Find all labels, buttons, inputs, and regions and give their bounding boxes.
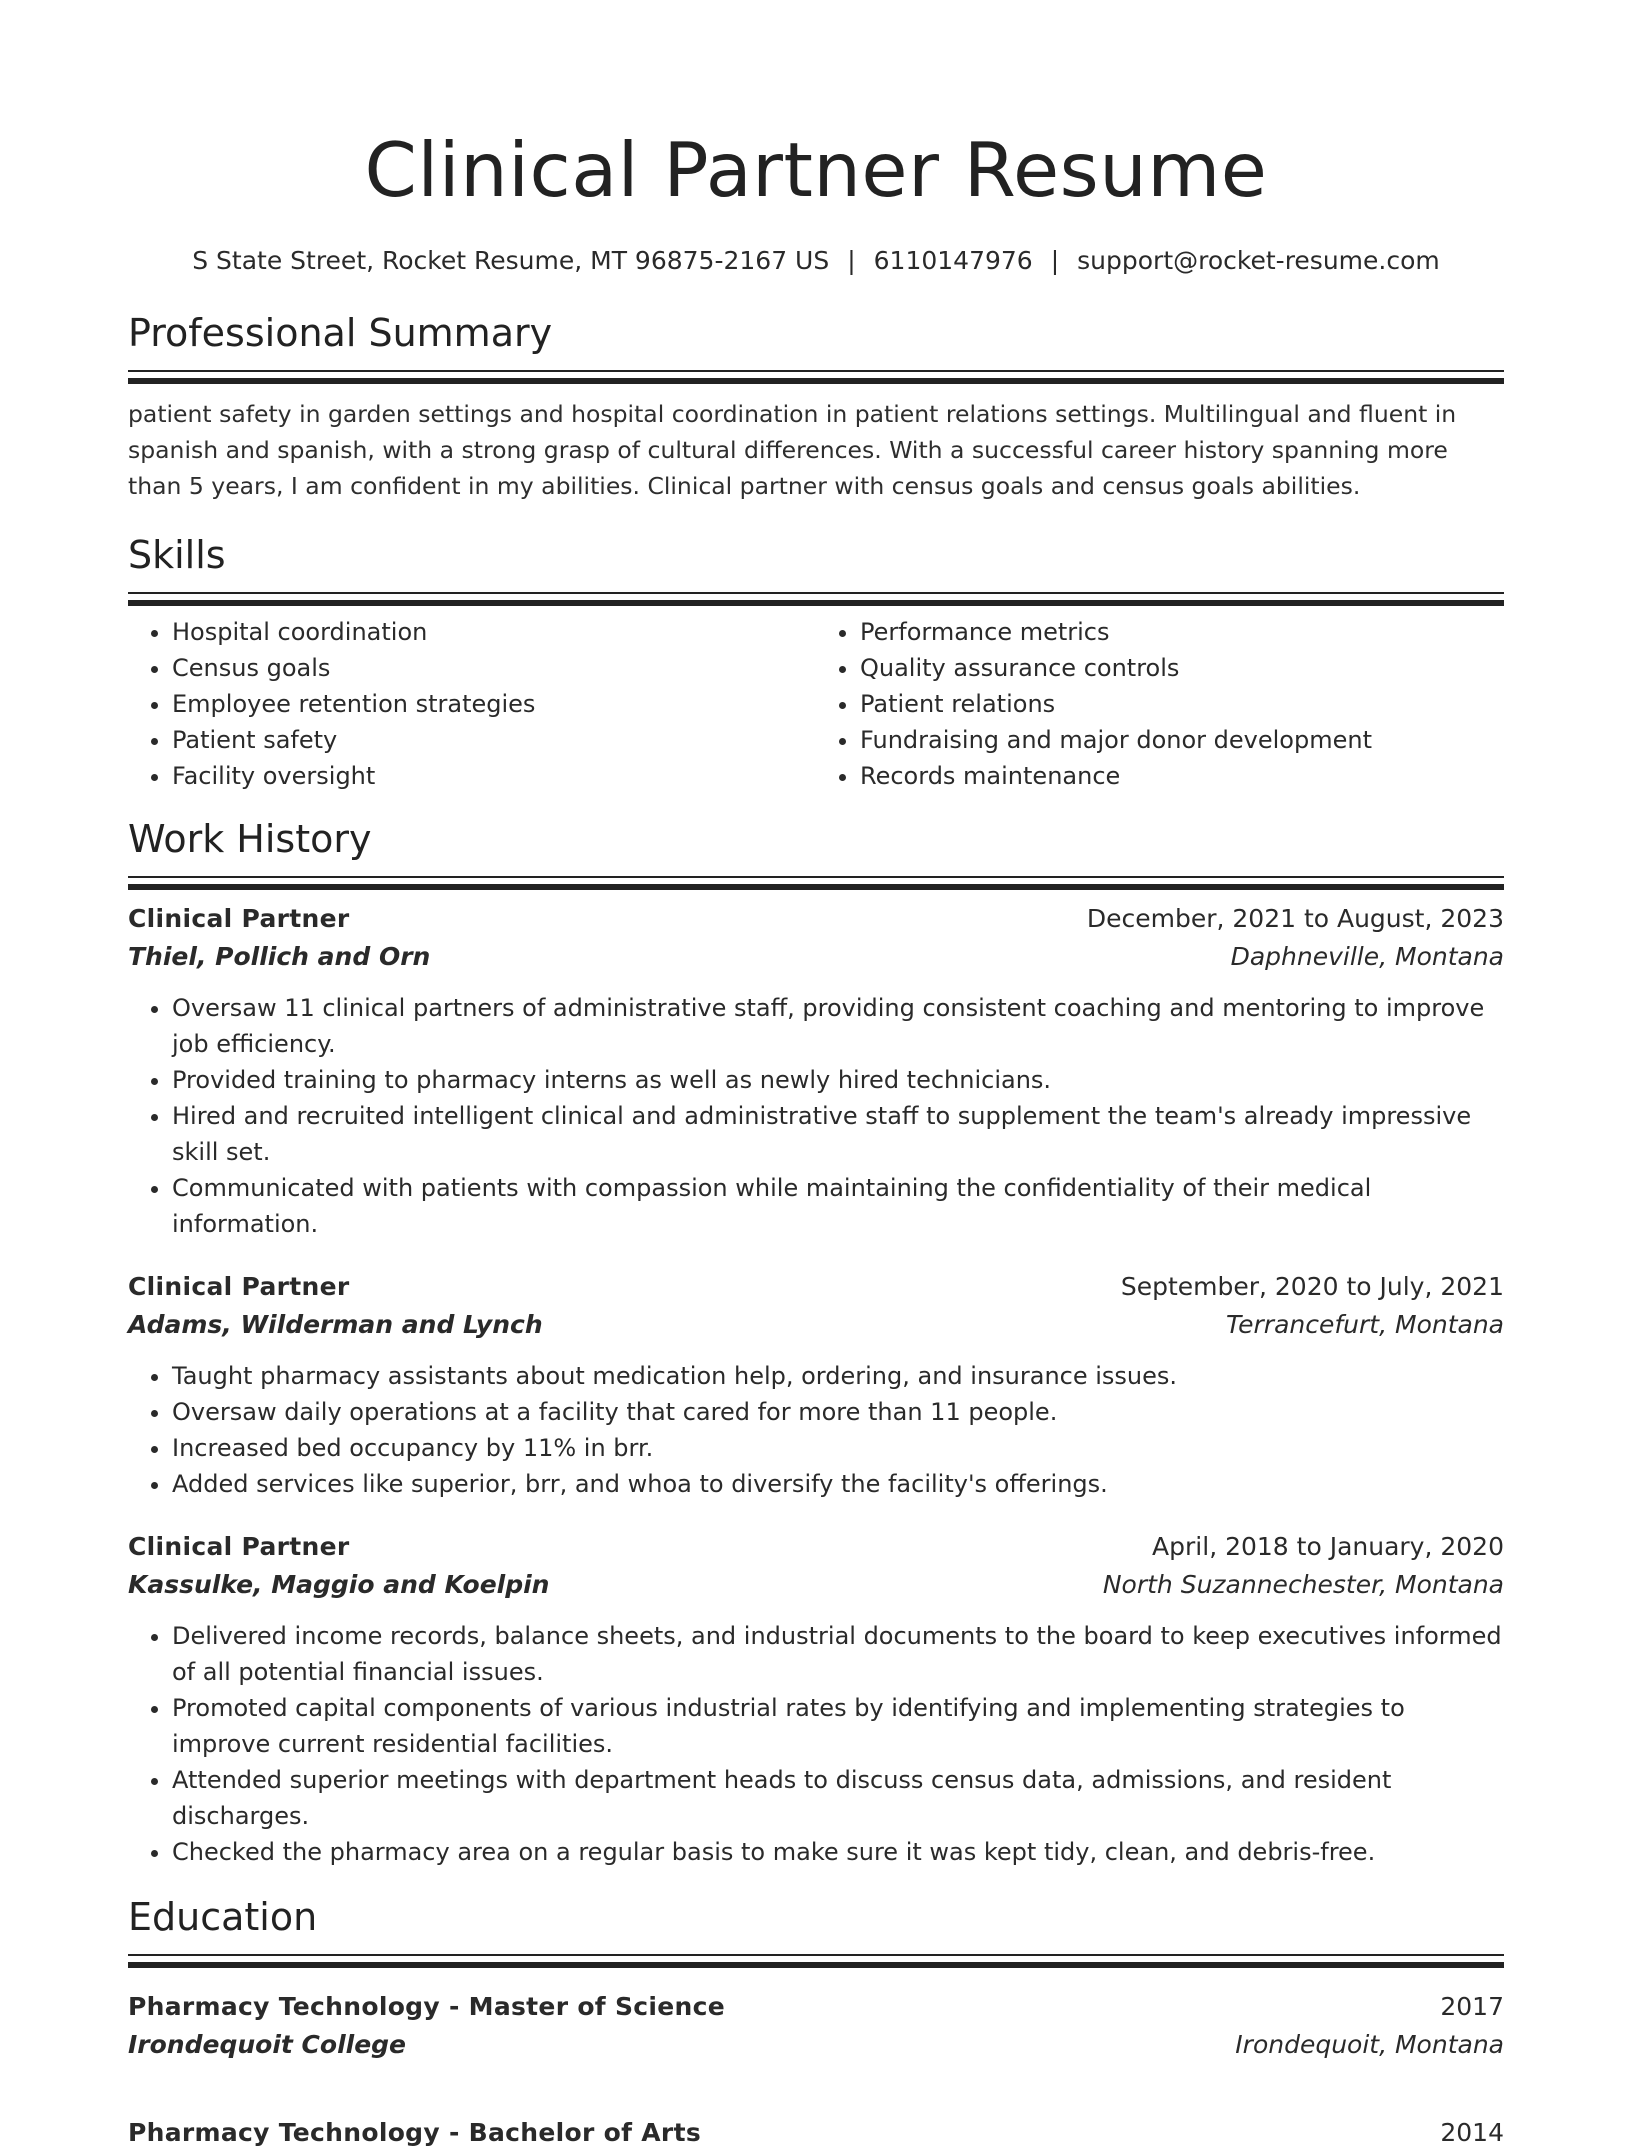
- job-entry: [128, 900, 1504, 1242]
- contact-phone: 6110147976: [873, 246, 1033, 275]
- education-degree: Pharmacy Technology - Bachelor of Arts: [128, 2118, 701, 2147]
- section-divider: [128, 876, 1504, 884]
- skill-item: • Census goals: [172, 650, 816, 686]
- job-bullets: [128, 1618, 1504, 1870]
- job-entry: [128, 1268, 1504, 1502]
- contact-email: support@rocket-resume.com: [1077, 246, 1440, 275]
- section-title-work: Work History: [128, 817, 372, 861]
- job-title: Clinical Partner: [128, 1532, 350, 1561]
- job-dates: April, 2018 to January, 2020: [1152, 1532, 1504, 1561]
- section-divider: [128, 592, 1504, 600]
- skill-item: • Performance metrics: [860, 614, 1504, 650]
- section-divider: [128, 370, 1504, 378]
- job-bullet: • Oversaw daily operations at a facility that cared for more than 11 people.: [172, 1394, 1504, 1430]
- summary-section: [128, 308, 1504, 504]
- section-title-skills: Skills: [128, 533, 226, 577]
- skill-item: • Hospital coordination: [172, 614, 816, 650]
- summary-text: patient safety in garden settings and hospital coordination in patient relations settings. Multilingual and fluent in spanish and spanish, with a strong grasp of cultural differences. With a successful career history spanning more than 5 years, I am confident in my abilities. Clinical partner with census goals and census goals abilities.: [128, 400, 1457, 500]
- job-bullet: • Delivered income records, balance sheets, and industrial documents to the board to keep executives informed of all potential financial issues.: [172, 1618, 1504, 1690]
- job-dates: December, 2021 to August, 2023: [1086, 904, 1504, 933]
- skill-item: • Facility oversight: [172, 758, 816, 794]
- education-entry: [128, 2114, 1504, 2152]
- job-location: Daphneville, Montana: [1230, 942, 1504, 971]
- job-bullet: • Promoted capital components of various industrial rates by identifying and implementing strategies to improve current residential facilities.: [172, 1690, 1504, 1762]
- job-title: Clinical Partner: [128, 904, 350, 933]
- skill-item: • Quality assurance controls: [860, 650, 1504, 686]
- section-title-education: Education: [128, 1895, 318, 1939]
- education-degree: Pharmacy Technology - Master of Science: [128, 1992, 726, 2021]
- job-company: Thiel, Pollich and Orn: [128, 942, 431, 971]
- job-location: North Suzannechester, Montana: [1102, 1570, 1504, 1599]
- job-bullet: • Increased bed occupancy by 11% in brr.: [172, 1430, 1504, 1466]
- job-company: Kassulke, Maggio and Koelpin: [128, 1570, 550, 1599]
- skill-item: • Fundraising and major donor development: [860, 722, 1504, 758]
- education-section: [128, 1892, 1504, 2152]
- resume-title: Clinical Partner Resume: [364, 126, 1268, 214]
- job-entry: [128, 1528, 1504, 1870]
- job-dates: September, 2020 to July, 2021: [1120, 1272, 1504, 1301]
- section-title-summary: Professional Summary: [128, 311, 553, 355]
- job-bullet: • Communicated with patients with compassion while maintaining the confidentiality of their medical information.: [172, 1170, 1504, 1242]
- job-bullets: [128, 990, 1504, 1242]
- job-bullet: • Added services like superior, brr, and whoa to diversify the facility's offerings.: [172, 1466, 1504, 1502]
- skill-item: • Patient relations: [860, 686, 1504, 722]
- skill-item: • Employee retention strategies: [172, 686, 816, 722]
- education-year: 2017: [1440, 1992, 1504, 2021]
- job-title: Clinical Partner: [128, 1272, 350, 1301]
- job-location: Terrancefurt, Montana: [1225, 1310, 1504, 1339]
- job-bullet: • Checked the pharmacy area on a regular basis to make sure it was kept tidy, clean, and debris-free.: [172, 1834, 1504, 1870]
- education-year: 2014: [1440, 2118, 1504, 2147]
- job-company: Adams, Wilderman and Lynch: [128, 1310, 543, 1339]
- education-school: Irondequoit College: [128, 2030, 407, 2059]
- skill-item: • Patient safety: [172, 722, 816, 758]
- contact-address: S State Street, Rocket Resume, MT 96875-2167 US: [192, 246, 830, 275]
- work-history-section: [128, 814, 1504, 1870]
- contact-line: [128, 244, 1504, 278]
- skill-item: • Records maintenance: [860, 758, 1504, 794]
- job-bullet: • Attended superior meetings with department heads to discuss census data, admissions, and resident discharges.: [172, 1762, 1504, 1834]
- education-entry: [128, 1988, 1504, 2064]
- job-bullet: • Oversaw 11 clinical partners of administrative staff, providing consistent coaching and mentoring to improve job efficiency.: [172, 990, 1504, 1062]
- skills-section: [128, 530, 1504, 794]
- job-bullet: • Hired and recruited intelligent clinical and administrative staff to supplement the team's already impressive skill set.: [172, 1098, 1504, 1170]
- education-location: Irondequoit, Montana: [1235, 2030, 1504, 2059]
- contact-separator: |: [1050, 246, 1060, 275]
- skills-list-right: [816, 614, 1504, 794]
- section-divider: [128, 1954, 1504, 1962]
- skills-list-left: [128, 614, 816, 794]
- skills-columns: [128, 614, 1504, 794]
- contact-separator: |: [847, 246, 856, 275]
- job-bullet: • Taught pharmacy assistants about medication help, ordering, and insurance issues.: [172, 1358, 1504, 1394]
- job-bullet: • Provided training to pharmacy interns as well as newly hired technicians.: [172, 1062, 1504, 1098]
- job-bullets: [128, 1358, 1504, 1502]
